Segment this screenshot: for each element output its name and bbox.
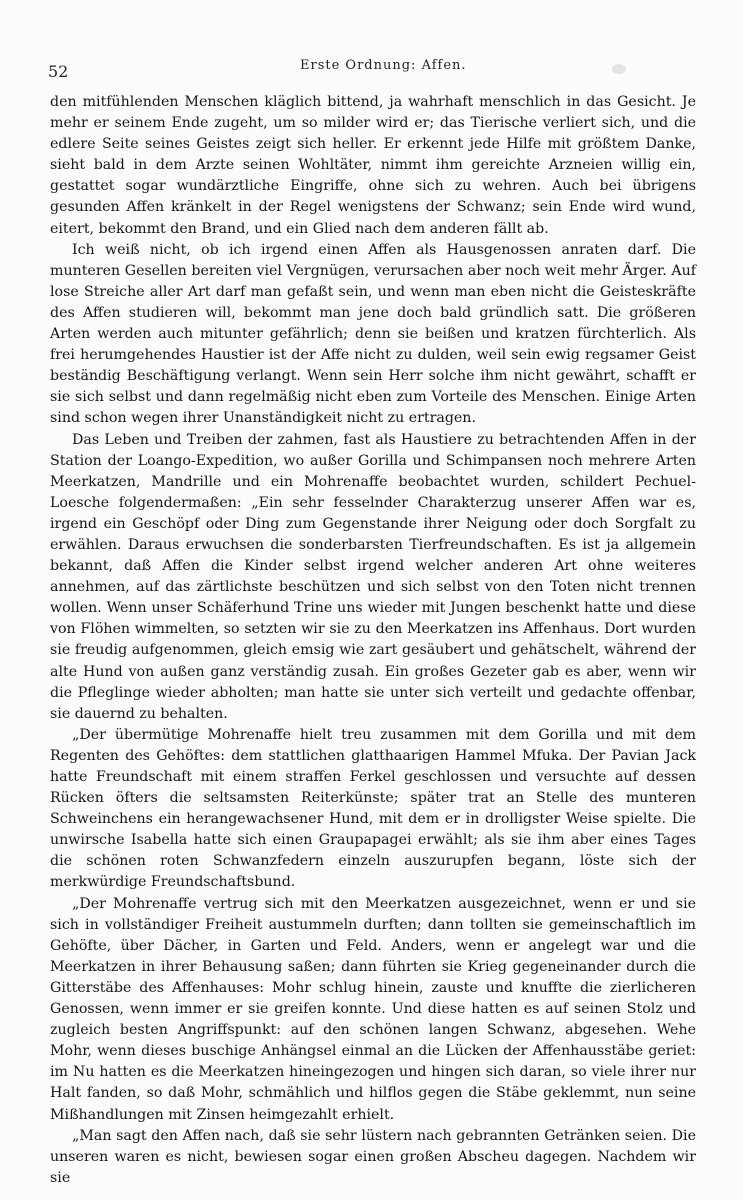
page-number: 52 (48, 62, 69, 81)
paragraph: „Man sagt den Affen nach, daß sie sehr lüstern nach gebrannten Getränken seien. Die unseren waren es nicht, bewiesen sogar einen großen Abscheu dagegen. Nachdem wir sie (50, 1127, 696, 1186)
paragraph: „Der Mohrenaffe vertrug sich mit den Meerkatzen ausgezeichnet, wenn er und sie sich in vollständiger Freiheit austummeln durften; dann tollten sie gemeinschaftlich im Gehöfte, über Dächer, in Garten und Feld. Anders, wenn er angelegt war und die Meerkatzen in ihrer Behausung saßen; dann führten sie Krieg gegeneinander durch die Gitterstäbe des Affenhauses: Mohr schlug hinein, zauste und knuffte die zierlicheren Genossen, wenn immer er sie greifen konnte. Und diese hatten es auf seinen Stolz und zugleich besten Angriffspunkt: auf den schönen langen Schwanz, abgesehen. Wehe Mohr, wenn dieses buschige Anhängsel einmal an die Lücken der Affenhausstäbe geriet: im Nu hatten es die Meerkatzen hineingezogen und hingen sich daran, so viele ihrer nur Halt fanden, so daß Mohr, schmählich und hilflos gegen die Stäbe geklemmt, nun seine Mißhandlungen mit Zinsen heimgezahlt erhielt. (50, 895, 696, 1123)
paragraph: „Der übermütige Mohrenaffe hielt treu zusammen mit dem Gorilla und mit dem Regenten des Gehöftes: dem stattlichen glatthaarigen Hammel Mfuka. Der Pavian Jack hatte Freundschaft mit einem straffen Ferkel geschlossen und versuchte auf dessen Rücken öfters die seltsamsten Reiterkünste; später trat an Stelle des munteren Schweinchens ein herangewachsener Hund, mit dem er in drolligster Weise spielte. Die unwirsche Isabella hatte sich einen Graupapagei erwählt; als sie ihm aber eines Tages die schönen roten Schwanzfedern einzeln auszurupfen begann, löste sich der merkwürdige Freundschaftsbund. (50, 726, 696, 891)
running-head: Erste Ordnung: Affen. (300, 58, 467, 73)
page-header (48, 58, 693, 82)
paragraph: den mitfühlenden Menschen kläglich bittend, ja wahrhaft menschlich in das Gesicht. Je mehr er seinem Ende zugeht, um so milder wird er; das Tierische verliert sich, und die edlere Seite seines Geistes zeigt sich heller. Er erkennt jede Hilfe mit größtem Danke, sieht bald in dem Arzte seinen Wohltäter, nimmt ihm gereichte Arzneien willig ein, gestattet sogar wundärztliche Eingriffe, ohne sich zu wehren. Auch bei übrigens gesunden Affen kränkelt in der Regel wenigstens der Schwanz; sein Ende wird wund, eitert, bekommt den Brand, und ein Glied nach dem anderen fällt ab. (50, 94, 696, 237)
paragraph: Ich weiß nicht, ob ich irgend einen Affen als Hausgenossen anraten darf. Die munteren Gesellen bereiten viel Vergnügen, verursachen aber noch weit mehr Ärger. Auf lose Streiche aller Art darf man gefaßt sein, und wenn man eben nicht die Geisteskräfte des Affen studieren will, bekommt man jene doch bald gründlich satt. Die größeren Arten werden auch mitunter gefährlich; denn sie beißen und kratzen fürchterlich. Als frei herumgehendes Haustier ist der Affe nicht zu dulden, weil sein ewig regsamer Geist beständig Beschäftigung verlangt. Wenn sein Herr solche ihm nicht gewährt, schafft er sie sich selbst und dann regelmäßig nicht eben zum Vorteile des Menschen. Einige Arten sind schon wegen ihrer Unanständigkeit nicht zu ertragen. (50, 241, 696, 427)
paragraph: Das Leben und Treiben der zahmen, fast als Haustiere zu betrachtenden Affen in der Station der Loango-Expedition, wo außer Gorilla und Schimpansen noch mehrere Arten Meerkatzen, Mandrille und ein Mohrenaffe beobachtet wurden, schildert Pechuel-Loesche folgendermaßen: „Ein sehr fesselnder Charakterzug unserer Affen war es, irgend ein Geschöpf oder Ding zum Gegenstande ihrer Neigung oder doch Sorgfalt zu erwählen. Daraus erwuchsen die sonderbarsten Tierfreundschaften. Es ist ja allgemein bekannt, daß Affen die Kinder selbst irgend welcher anderen Art ohne weiteres annehmen, auf das zärtlichste beschützen und sich selbst von den Toten nicht trennen wollen. Wenn unser Schäferhund Trine uns wieder mit Jungen beschenkt hatte und diese von Flöhen wimmelten, so setzten wir sie zu den Meerkatzen ins Affenhaus. Dort wurden sie freudig aufgenommen, gleich emsig wie zart gesäubert und gehätschelt, während der alte Hund von außen ganz verständig zusah. Ein großes Gezeter gab es aber, wenn wir die Pfleglinge wieder abholten; man hatte sie unter sich verteilt und gedachte offenbar, sie dauernd zu behalten. (50, 431, 696, 722)
body-text (50, 92, 696, 1189)
